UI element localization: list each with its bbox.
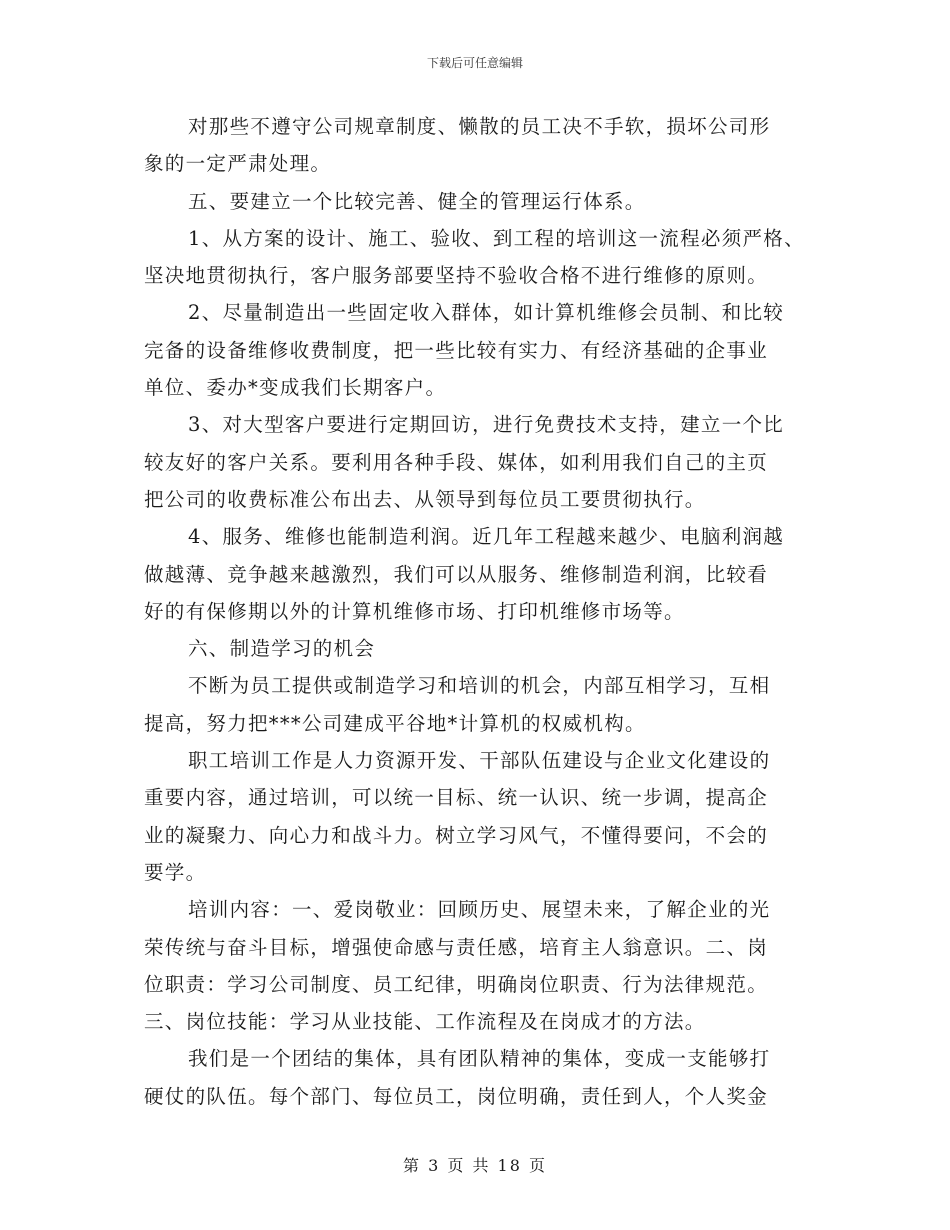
page-number: 第 3 页 共 18 页 [403, 1156, 547, 1175]
text-line: 硬仗的队伍。每个部门、每位员工，岗位明确，责任到人，个人奖金 [144, 1084, 769, 1108]
text-line: 2、尽量制造出一些固定收入群体，如计算机维修会员制、和比较 [188, 301, 785, 325]
text-line: 不断为员工提供或制造学习和培训的机会，内部互相学习，互相 [188, 674, 771, 698]
text-line: 4、服务、维修也能制造利润。近几年工程越来越少、电脑利润越 [188, 525, 785, 549]
text-line: 提高，努力把***公司建成平谷地*计算机的权威机构。 [144, 711, 646, 735]
text-line: 象的一定严肃处理。 [144, 152, 332, 176]
text-line: 较友好的客户关系。要利用各种手段、媒体，如利用我们自己的主页 [144, 450, 769, 474]
section-heading: 五、要建立一个比较完善、健全的管理运行体系。 [188, 189, 646, 213]
text-line: 荣传统与奋斗目标，增强使命感与责任感，培育主人翁意识。二、岗 [144, 935, 769, 959]
document-body [144, 108, 809, 1115]
text-line: 要学。 [144, 860, 207, 884]
text-line: 业的凝聚力、向心力和战斗力。树立学习风气，不懂得要问，不会的 [144, 823, 769, 847]
text-line: 对那些不遵守公司规章制度、懒散的员工决不手软，损坏公司形 [188, 115, 771, 138]
text-line: 完备的设备维修收费制度，把一些比较有实力、有经济基础的企事业 [144, 338, 769, 362]
text-line: 把公司的收费标准公布出去、从领导到每位员工要贯彻执行。 [144, 487, 706, 511]
text-line: 做越薄、竞争越来越激烈，我们可以从服务、维修制造利润，比较看 [144, 562, 769, 586]
page-header-note: 下载后可任意编辑 [426, 56, 523, 70]
text-line: 位职责：学习公司制度、员工纪律，明确岗位职责、行为法律规范。 [144, 972, 769, 996]
text-line: 3、对大型客户要进行定期回访，进行免费技术支持，建立一个比 [188, 413, 785, 437]
section-heading: 六、制造学习的机会 [188, 637, 376, 661]
text-line: 坚决地贯彻执行，客户服务部要坚持不验收合格不进行维修的原则。 [144, 264, 769, 288]
text-line: 我们是一个团结的集体，具有团队精神的集体，变成一支能够打 [188, 1047, 771, 1071]
text-line: 好的有保修期以外的计算机维修市场、打印机维修市场等。 [144, 599, 685, 623]
text-line: 重要内容，通过培训，可以统一目标、统一认识、统一步调，提高企 [144, 786, 769, 810]
text-line: 职工培训工作是人力资源开发、干部队伍建设与企业文化建设的 [188, 749, 771, 773]
text-line: 三、岗位技能：学习从业技能、工作流程及在岗成才的方法。 [144, 1010, 706, 1034]
text-line: 1、从方案的设计、施工、验收、到工程的培训这一流程必须严格、 [188, 226, 805, 250]
text-line: 单位、委办*变成我们长期客户。 [144, 376, 447, 400]
text-line: 培训内容：一、爱岗敬业：回顾历史、展望未来，了解企业的光 [188, 898, 771, 922]
